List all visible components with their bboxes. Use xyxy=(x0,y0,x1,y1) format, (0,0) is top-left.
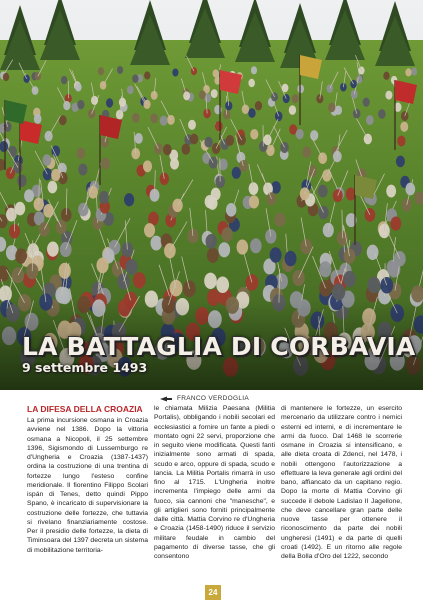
miniature-figure xyxy=(296,129,304,140)
miniature-figure xyxy=(0,141,8,152)
miniature-figure xyxy=(132,75,138,83)
miniature-figure xyxy=(255,101,262,110)
miniature-figure xyxy=(101,158,110,170)
miniature-figure xyxy=(318,185,328,198)
miniature-figure xyxy=(183,280,196,297)
miniature-figure xyxy=(250,238,262,253)
miniature-figure xyxy=(206,234,217,249)
article-title: LA BATTAGLIA DI CORBAVIA xyxy=(22,332,416,361)
miniature-figure xyxy=(144,71,150,79)
miniature-figure xyxy=(78,164,87,176)
miniature-figure xyxy=(266,192,276,205)
miniature-figure xyxy=(117,66,123,74)
miniature-figure xyxy=(222,227,233,242)
miniature-figure xyxy=(289,105,296,115)
miniature-figure xyxy=(144,223,155,237)
miniature-figure xyxy=(98,67,104,75)
miniature-figure xyxy=(170,158,179,170)
miniature-figure xyxy=(400,122,408,132)
miniature-figure xyxy=(218,242,230,257)
miniature-figure xyxy=(335,105,342,115)
paragraph: di mantenere le fortezze, un esercito mercenario da utilizzare contro i nemici esterni ed interni, e di incrementare le armi da fuoco. Dal 1468 le scorrerie osmane in Croazia si intensificano, e alle dieta croata di Zdenci, nel 1478, i nobili ottengono l'autorizzazione a effettuare la leva generale agli ordini del bano, affiancato da un capitano regio. Dopo la morte di Mattia Corvino gli succede il debole Ladislao II Jagellone, che deve cancellare gran parte delle nuove tasse per ottenere il riconoscimento da parte dei nobili ungheresi (1491) e da parte di quelli croati (1492). E un ritorno alle regole della Bolla d'Oro del 1222, secondo xyxy=(281,405,402,560)
miniature-figure xyxy=(310,130,318,141)
miniature-figure xyxy=(396,156,405,168)
miniature-figure xyxy=(150,236,161,251)
miniature-figure xyxy=(250,129,258,140)
miniature-figure xyxy=(119,98,126,107)
miniature-figure xyxy=(51,169,60,181)
miniature-figure xyxy=(124,193,134,206)
miniature-figure xyxy=(127,85,134,94)
miniature-figure xyxy=(368,277,381,294)
miniature-figure xyxy=(99,191,109,204)
miniature-figure xyxy=(106,98,113,107)
miniature-figure xyxy=(248,79,255,88)
miniature-figure xyxy=(160,116,168,126)
miniature-figure xyxy=(405,183,415,196)
miniature-figure xyxy=(297,84,304,93)
miniature-figure xyxy=(232,167,241,179)
title-block xyxy=(22,333,415,376)
miniature-figure xyxy=(363,97,370,106)
miniature-figure xyxy=(237,240,249,255)
miniature-figure xyxy=(411,68,417,76)
miniature-figure xyxy=(405,68,411,76)
miniature-figure xyxy=(390,217,401,231)
miniature-figure xyxy=(78,203,88,217)
miniature-figure xyxy=(150,113,158,123)
miniature-figure xyxy=(333,151,342,162)
miniature-figure xyxy=(226,203,236,217)
miniature-figure xyxy=(47,242,59,257)
miniature-figure xyxy=(188,120,196,130)
paragraph: La prima incursione osmana in Croazia avviene nel 1386. Dopo la vittoria osmana a Nicopoli, il 25 settembre 1396, Sigismondo di Lussemburgo re d'Ungheria e Croazia (1387-1437) ordina la costruzione di una trentina di fortezze lungo l'esteso confine meridionale. Il fiorentino Filippo Scolari ispán di Tenes, detto quindi Pippo Spano, è incaricato di supervisionare la costruzione delle fortezze, che tuttavia si rivelano finanziariamente costose. Per il presidio delle fortezze, la dieta di Timinsoara del 1397 decreta un sistema di mobilitazione territoria- xyxy=(27,417,148,554)
miniature-figure xyxy=(8,146,17,157)
miniature-figure xyxy=(213,69,219,77)
miniature-figure xyxy=(343,271,356,287)
miniature-figure xyxy=(96,257,108,273)
miniature-figure xyxy=(319,261,331,277)
miniature-figure xyxy=(300,187,310,200)
miniature-figure xyxy=(385,91,392,100)
miniature-figure xyxy=(328,103,335,113)
article-body xyxy=(27,404,402,586)
miniature-figure xyxy=(3,73,9,81)
miniature-figure xyxy=(308,165,317,177)
miniature-figure xyxy=(182,144,191,155)
miniature-figure xyxy=(88,186,98,199)
miniature-figure xyxy=(211,188,221,201)
column-2 xyxy=(154,404,275,586)
author-name: FRANCO VERDOGLIA xyxy=(177,395,249,402)
author-ornament-icon xyxy=(160,396,172,402)
miniature-figure xyxy=(15,202,25,216)
miniature-figure xyxy=(204,273,217,289)
miniature-figure xyxy=(292,94,299,103)
miniature-figure xyxy=(397,136,405,147)
miniature-figure xyxy=(43,204,53,218)
column-3 xyxy=(281,404,402,586)
miniature-figure xyxy=(386,185,396,198)
miniature-figure xyxy=(226,135,234,146)
miniature-figure xyxy=(143,160,152,172)
miniature-figure xyxy=(270,247,282,262)
miniature-figure xyxy=(24,189,34,202)
column-1 xyxy=(27,404,148,586)
article-date: 9 settembre 1493 xyxy=(22,360,148,375)
miniature-figure xyxy=(48,181,58,194)
page-number-badge: 24 xyxy=(205,585,221,600)
miniature-figure xyxy=(125,259,137,275)
miniature-figure xyxy=(172,68,178,76)
miniature-figure xyxy=(366,115,374,125)
miniature-figure xyxy=(207,248,219,263)
miniature-figure xyxy=(378,109,386,119)
miniature-figure xyxy=(204,137,212,148)
miniature-figure xyxy=(61,76,67,84)
miniature-figure xyxy=(211,89,218,98)
miniature-figure xyxy=(302,146,311,157)
miniature-figure xyxy=(191,67,197,75)
miniature-figure xyxy=(332,283,345,300)
miniature-figure xyxy=(42,154,51,166)
miniature-figure xyxy=(216,276,229,293)
miniature-figure xyxy=(251,66,257,74)
section-heading: LA DIFESA DELLA CROAZIA xyxy=(27,404,143,414)
miniature-figure xyxy=(249,195,259,208)
miniature-figure xyxy=(135,133,143,144)
miniature-figure xyxy=(132,113,140,123)
miniature-figure xyxy=(402,198,412,211)
miniature-figure xyxy=(275,213,286,227)
byline xyxy=(160,395,249,402)
miniature-figure xyxy=(17,174,27,186)
miniature-figure xyxy=(282,84,289,93)
paragraph: le chiamata Milizia Paesana (Militia Portalis), obbligando i nobili secolari ed ecclesiastici a fornire un fante a piedi o montato ogni 22 servi, proporzione che in seguito viene modificata. Questi fanti inizialmente sono armati di spada, scudo e arco, oppure di spada, scudo e lancia. La Militia Portalis rimarrà in uso fino al 1715. L'Ungheria inoltre incrementa l'impiego delle armi da fuoco, sia cannoni che "manesche", e gli artiglieri sono forniti principalmente dalle città. Mattia Corvino re d'Ungheria e Croazia (1458-1490) riduce il servizio militare feudale in cambio del pagamento di diverse tasse, che gli consentono xyxy=(154,405,275,560)
miniature-figure xyxy=(77,100,84,109)
miniature-figure xyxy=(383,72,389,80)
miniature-figure xyxy=(34,114,42,124)
miniature-figure xyxy=(199,90,206,99)
miniature-figure xyxy=(346,188,356,201)
miniature-figure xyxy=(77,148,86,159)
miniature-figure xyxy=(248,108,255,118)
miniature-figure xyxy=(285,251,297,267)
miniature-figure xyxy=(215,121,223,131)
miniature-figure xyxy=(163,144,172,155)
miniature-figure xyxy=(190,134,198,145)
miniature-figure xyxy=(133,272,146,288)
